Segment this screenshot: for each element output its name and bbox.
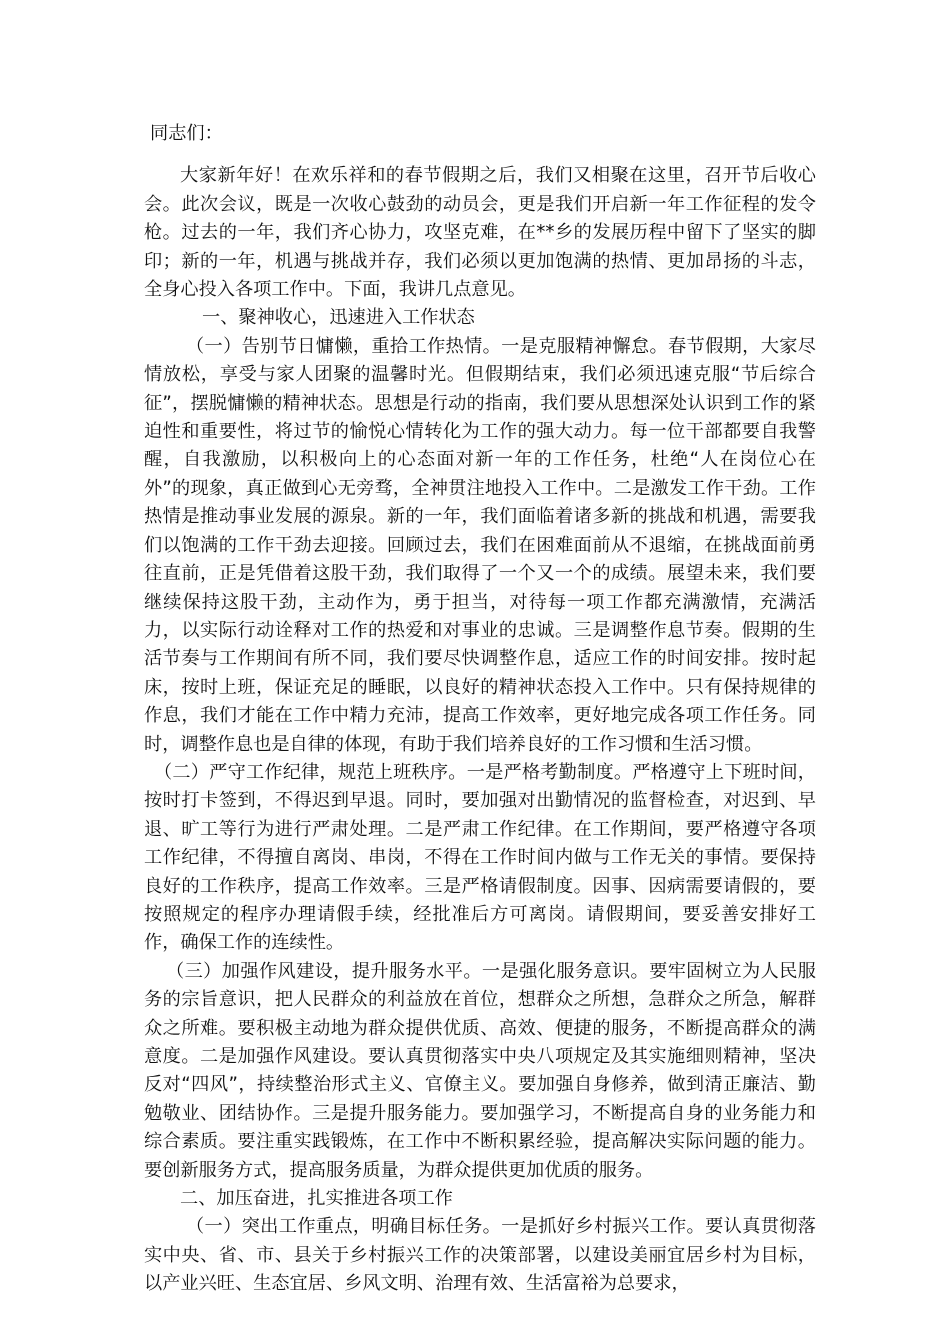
section1-heading: 一、聚神收心，迅速进入工作状态 bbox=[202, 307, 475, 329]
intro-paragraph: 大家新年好！在欢乐祥和的春节假期之后，我们又相聚在这里，召开节后收心会。此次会议，既是一次收心鼓劲的动员会，更是我们开启新一年工作征程的发令枪。过去的一年，我们齐心协力，攻坚克难，在**乡的发展历程中留下了坚实的脚印；新的一年，机遇与挑战并存，我们必须以更加饱满的热情、更加昂扬的斗志，全身心投入各项工作中。下面，我讲几点意见。 bbox=[144, 165, 816, 301]
section1-subsection3: （三）加强作风建设，提升服务水平。一是强化服务意识。要牢固树立为人民服务的宗旨意识，把人民群众的利益放在首位，想群众之所想，急群众之所急，解群众之所难。要积极主动地为群众提供优质、高效、便捷的服务，不断提高群众的满意度。二是加强作风建设。要认真贯彻落实中央八项规定及其实施细则精神，坚决反对“四风”，持续整治形式主义、官僚主义。要加强自身修养，做到清正廉洁、勤勉敬业、团结协作。三是提升服务能力。要加强学习，不断提高自身的业务能力和综合素质。要注重实践锻炼，在工作中不断积累经验，提高解决实际问题的能力。要创新服务方式，提高服务质量，为群众提供更加优质的服务。 bbox=[144, 960, 816, 1181]
section2-subsection1: （一）突出工作重点，明确目标任务。一是抓好乡村振兴工作。要认真贯彻落实中央、省、市、县关于乡村振兴工作的决策部署，以建设美丽宜居乡村为目标，以产业兴旺、生态宜居、乡风文明、治理有效、生活富裕为总要求， bbox=[144, 1216, 816, 1295]
salutation: 同志们： bbox=[150, 123, 223, 144]
section1-subsection2: （二）严守工作纪律，规范上班秩序。一是严格考勤制度。严格遵守上下班时间，按时打卡签到，不得迟到早退。同时，要加强对出勤情况的监督检查，对迟到、早退、旷工等行为进行严肃处理。二是严肃工作纪律。在工作期间，要严格遵守各项工作纪律，不得擅自离岗、串岗，不得在工作时间内做与工作无关的事情。要保持良好的工作秩序，提高工作效率。三是严格请假制度。因事、因病需要请假的，要按照规定的程序办理请假手续，经批准后方可离岗。请假期间，要妥善安排好工作，确保工作的连续性。 bbox=[144, 761, 816, 954]
section2-heading: 二、加压奋进，扎实推进各项工作 bbox=[180, 1188, 453, 1210]
section1-subsection1: （一）告别节日慵懒，重拾工作热情。一是克服精神懈怠。春节假期，大家尽情放松，享受与家人团聚的温馨时光。但假期结束，我们必须迅速克服“节后综合征”，摆脱慵懒的精神状态。思想是行动的指南，我们要从思想深处认识到工作的紧迫性和重要性，将过节的愉悦心情转化为工作的强大动力。每一位干部都要自我警醒，自我激励，以积极向上的心态面对新一年的工作任务，杜绝“人在岗位心在外”的现象，真正做到心无旁骛，全神贯注地投入工作中。二是激发工作干劲。工作热情是推动事业发展的源泉。新的一年，我们面临着诸多新的挑战和机遇，需要我们以饱满的工作干劲去迎接。回顾过去，我们在困难面前从不退缩，在挑战面前勇往直前，正是凭借着这股干劲，我们取得了一个又一个的成绩。展望未来，我们要继续保持这股干劲，主动作为，勇于担当，对待每一项工作都充满激情，充满活力，以实际行动诠释对工作的热爱和对事业的忠诚。三是调整作息节奏。假期的生活节奏与工作期间有所不同，我们要尽快调整作息，适应工作的时间安排。按时起床，按时上班，保证充足的睡眠，以良好的精神状态投入工作中。只有保持规律的作息，我们才能在工作中精力充沛，提高工作效率，更好地完成各项工作任务。同时，调整作息也是自律的体现，有助于我们培养良好的工作习惯和生活习惯。 bbox=[144, 335, 816, 755]
document-body bbox=[144, 120, 816, 1299]
